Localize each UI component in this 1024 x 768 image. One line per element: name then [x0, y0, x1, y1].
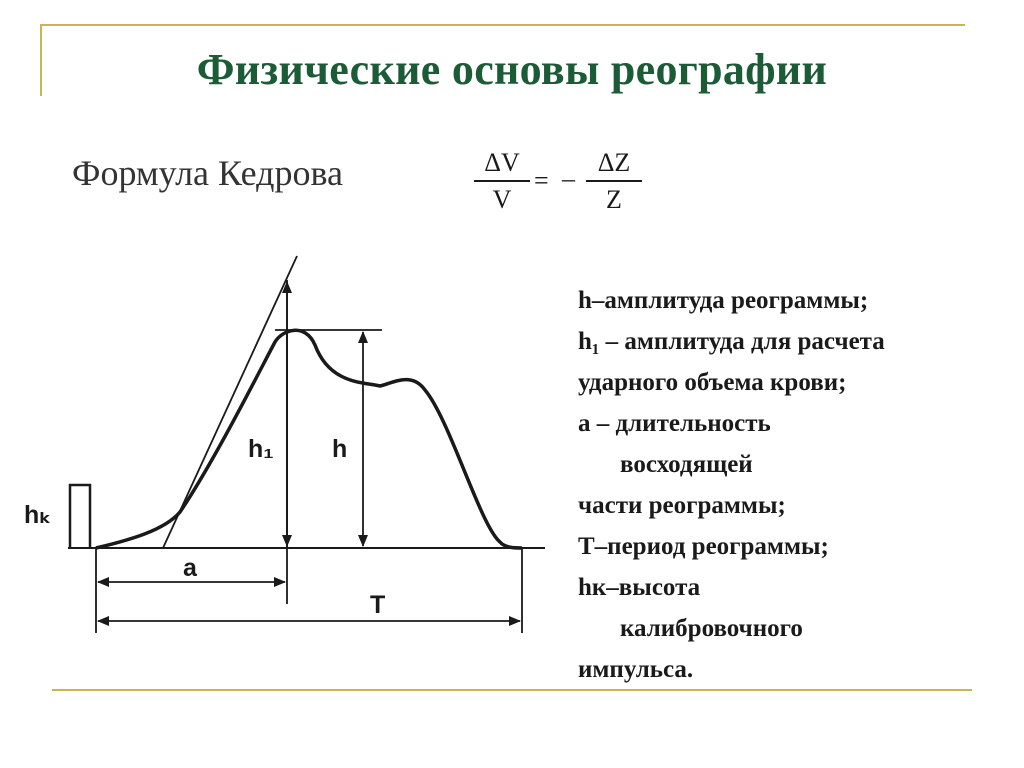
legend-line-h: h–амплитуда реограммы;	[578, 287, 869, 314]
legend-line-t: Т–период реограммы;	[578, 533, 829, 560]
tangent-line	[163, 256, 297, 548]
label-hk: hₖ	[24, 501, 52, 529]
rheogram-curve	[96, 330, 522, 548]
legend-line-h1-cont: ударного объема крови;	[578, 369, 847, 396]
fraction-numerator-dz: ΔZ	[597, 148, 631, 177]
fraction-denominator-v: V	[492, 184, 512, 214]
label-t: T	[370, 591, 386, 619]
legend-line-a-cont1: восходящей	[620, 451, 753, 478]
legend-line-hk: hк–высота	[578, 574, 701, 601]
calibration-pulse	[70, 485, 90, 548]
fraction-denominator-z: Z	[606, 184, 622, 214]
legend-line-a-cont2: части реограммы;	[578, 492, 786, 519]
legend	[578, 280, 1018, 690]
formula-name: Формула Кедрова	[72, 153, 344, 193]
minus-sign: –	[562, 164, 575, 193]
fraction-numerator-dv: ΔV	[484, 148, 520, 177]
legend-line-hk-cont1: калибровочного	[620, 615, 803, 642]
legend-line-hk-cont2: импульса.	[578, 656, 694, 683]
slide-title: Физические основы реографии	[196, 45, 828, 94]
legend-line-a: а – длительность	[578, 410, 771, 437]
equals-sign: =	[534, 166, 549, 195]
label-h: h	[332, 435, 348, 463]
label-h1: h₁	[248, 435, 274, 463]
label-a: a	[183, 554, 197, 582]
legend-line-h1: h₁ – амплитуда для расчета	[578, 328, 885, 355]
